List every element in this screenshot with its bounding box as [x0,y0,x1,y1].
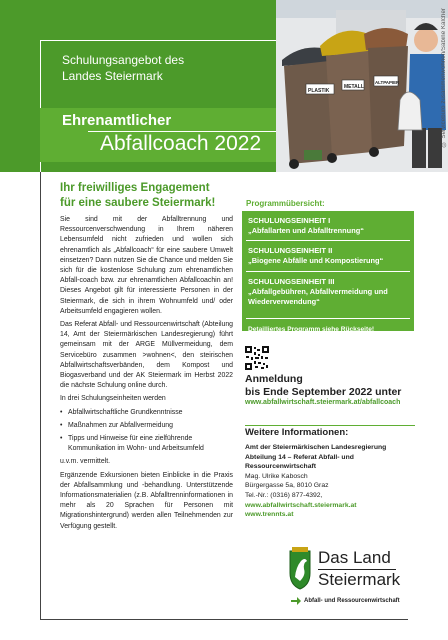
provider-line-1: Schulungsangebot des [62,53,185,67]
logo-text-line-1: Das Land [318,548,391,567]
program-title: Programmübersicht: [246,199,325,208]
unit-3-heading: SCHULUNGSEINHEIT III [248,277,335,286]
unit-2-heading: SCHULUNGSEINHEIT II [248,246,333,255]
lead-line-1: Ihr freiwilliges Engagement [60,182,210,194]
styria-coat-of-arms-icon [286,547,314,591]
frame-bottom-line [40,619,408,620]
frame-top-line [40,40,276,41]
unit-1-heading: SCHULUNGSEINHEIT I [248,216,331,225]
arrow-right-icon [291,597,301,605]
unit-separator [246,271,410,272]
bin-label-plastik: PLASTIK [308,88,330,94]
contact-org-3: Ressourcenwirtschaft [245,463,317,471]
lead-heading [60,181,240,211]
topics-list [60,408,233,455]
contact-title: Weitere Informationen: [245,427,349,438]
contact-person: Mag. Ulrike Kabosch [245,472,308,480]
body-text [60,215,233,535]
contact-web-link-1[interactable]: www.abfallwirtschaft.steiermark.at [245,501,357,509]
logo-text-line-2: Steiermark [318,570,401,589]
unit-3-topic: „Abfallgebühren, Abfallvermeidung und Wiederverwendung“ [248,287,388,306]
contact-block [245,443,425,520]
training-unit-1 [248,216,412,236]
qr-code-icon[interactable] [245,346,269,370]
paragraph-excursions: Ergänzende Exkursionen bieten Einblicke in die Praxis der Abfallsammlung und -behandlung. Unterstützende Informationsmaterialien (z.B. Abfalltrenninformationen in mehr als 20 Sprachen für Personen mit Migrationshintergrund) werden allen Teilnehmenden zur Verfügung gestellt. [60,471,233,530]
paragraph-organizers: Das Referat Abfall- und Ressourcenwirtschaft (Abteilung 14, Amt der Steiermärkischen Landesregierung) führt gemeinsam mit der ARGE Müllvermeidung, dem Servicebüro zusammen >wohnen<, den steirischen Abfallwirtschaftsverbänden, dem Kompost und Biogasverband und der AK Steiermark im Herbst 2022 die nächste Schulung online durch. [60,321,233,390]
list-item: • Tipps und Hinweise für eine zielführende Kommunikation im Wohn- und Arbeitsumfeld [60,434,233,454]
training-unit-2 [248,246,412,266]
title-line-1: Ehrenamtlicher [62,112,172,129]
list-item: • Abfallwirtschaftliche Grundkenntnisse [60,408,233,418]
contact-org-2: Abteilung 14 – Referat Abfall- und [245,453,354,461]
registration-heading [245,373,401,399]
title-line-2: Abfallcoach 2022 [100,132,262,155]
waste-bins-cartoon [276,0,448,172]
registration-line-2: bis Ende September 2022 unter [245,386,402,398]
bin-label-metall: METALL [344,84,364,90]
contact-org-1: Amt der Steiermärkischen Landesregierung [245,444,387,451]
program-detail-note: Detailliertes Programm siehe Rückseite! [248,326,375,333]
cartoon-illustration [276,0,448,172]
registration-link[interactable]: www.abfallwirtschaft.steiermark.at/abfallcoach [245,399,401,406]
unit-1-topic: „Abfallarten und Abfalltrennung“ [248,226,364,235]
photo-credit: © Servicebüro zusammenwohnen/Sabine Kalcher [441,8,447,147]
contact-web-link-2[interactable]: www.trennts.at [245,511,294,519]
unit-separator [246,240,410,241]
registration-line-1: Anmeldung [245,373,303,385]
unit-2-topic: „Biogene Abfälle und Kompostierung“ [248,256,384,265]
list-item: • Maßnahmen zur Abfallvermeidung [60,421,233,431]
contact-address: Bürgergasse 5a, 8010 Graz [245,482,329,490]
training-unit-3 [248,277,412,307]
paragraph-outro: u.v.m. vermittelt. [60,458,111,466]
paragraph-units-intro: In drei Schulungseinheiten werden [60,395,166,403]
contact-phone: Tel.-Nr.: (0316) 877-4392, [245,491,323,499]
lead-line-2: für eine saubere Steiermark! [60,197,216,209]
department-footer: Abfall- und Ressourcenwirtschaft [304,598,400,604]
info-rule [245,425,415,426]
paragraph-intro: Sie sind mit der Abfalltrennung und Ressourcenverschwendung in Ihrem näheren Lebensumfeld nicht zufrieden und wollen sich ehrenamtlich als „Abfallcoach“ für eine saubere Umwelt einsetzen? Dann nutzen Sie die Chance und melden Sie sich für die kostenlose Schulung zum ehrenamtlichen Abfall-coach bzw. zur ehrenamtlichen Abfallcoachin an! Dieses Angebot gilt für interessierte Personen in der Steiermark, die sich in ihrem Wohnumfeld und/ oder Arbeitsumfeld engagieren wollen. [60,216,233,315]
unit-separator [246,318,410,319]
provider-label [62,52,184,84]
bin-label-altpapier: ALTPAPIER [375,80,400,85]
provider-line-2: Landes Steiermark [62,69,163,83]
